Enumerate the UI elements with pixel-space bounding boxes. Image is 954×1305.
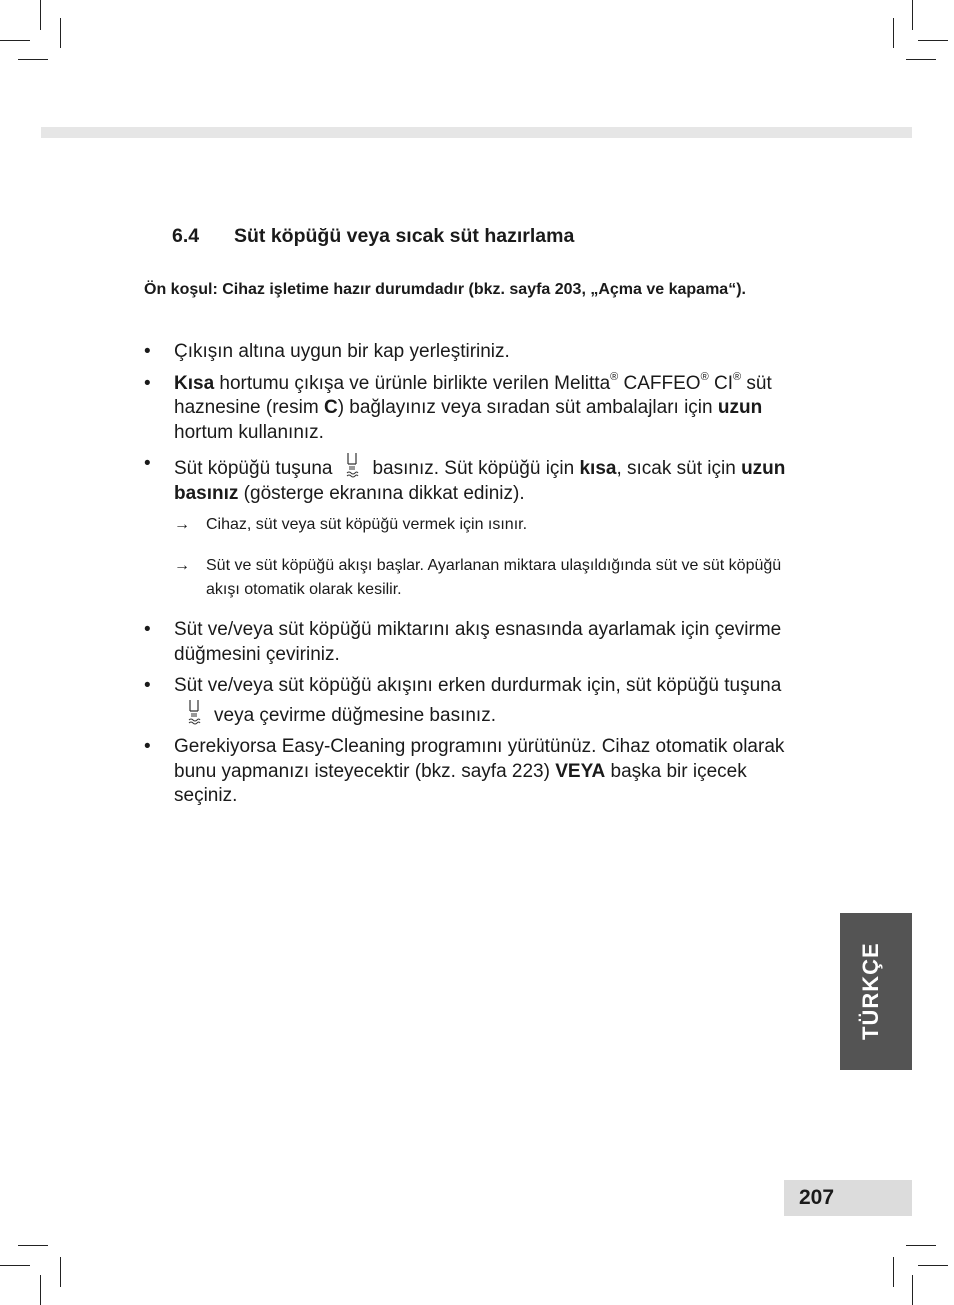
- emphasis: C: [323, 397, 338, 418]
- list-item-text: hortumu çıkışa ve ürünle birlikte verilen Melitta: [214, 372, 611, 394]
- list-item-text: , sıcak süt için: [616, 458, 742, 479]
- list-item-text: Süt köpüğü tuşuna: [174, 458, 333, 479]
- section-title: Süt köpüğü veya sıcak süt hazırlama: [234, 225, 575, 247]
- list-item-text: basınız. Süt köpüğü için: [372, 458, 580, 479]
- list-item: [144, 452, 814, 506]
- crop-mark: [906, 59, 936, 60]
- crop-mark: [912, 0, 913, 30]
- crop-mark: [18, 59, 48, 60]
- bullet-marker: •: [144, 675, 151, 696]
- registered-mark: ®: [610, 371, 619, 384]
- emphasis: uzun: [717, 397, 763, 418]
- milk-foam-icon: [186, 699, 202, 727]
- milk-foam-icon: [344, 452, 360, 480]
- list-item-text: (gösterge ekranına dikkat ediniz).: [238, 482, 525, 504]
- registered-mark: ®: [700, 371, 709, 384]
- list-item-text: Süt ve/veya süt köpüğü akışını erken durdurmak için, süt köpüğü tuşuna: [174, 675, 782, 696]
- list-item-text: Süt ve/veya süt köpüğü miktarını akış esnasında ayarlamak için çevirme düğmesini çeviriniz.: [174, 619, 782, 665]
- crop-mark: [0, 1265, 30, 1266]
- list-item: [144, 674, 814, 728]
- emphasis: uzun basınız: [174, 458, 786, 504]
- crop-mark: [893, 18, 894, 48]
- list-item: [144, 735, 814, 809]
- crop-mark: [912, 1275, 913, 1305]
- section-heading: [172, 225, 574, 248]
- crop-mark: [60, 1257, 61, 1287]
- crop-mark: [60, 18, 61, 48]
- bullet-marker: •: [144, 619, 151, 640]
- list-item-text: veya çevirme düğmesine basınız.: [214, 704, 496, 726]
- page-number: 207: [799, 1186, 835, 1209]
- list-item-text: başka bir içecek seçiniz.: [174, 760, 747, 806]
- crop-mark: [918, 1265, 948, 1266]
- emphasis: VEYA: [555, 760, 606, 782]
- crop-mark: [40, 0, 41, 30]
- list-item-text: ) bağlayınız veya sıradan süt ambalajları için: [337, 397, 718, 418]
- list-item-text: Çıkışın altına uygun bir kap yerleştiriniz.: [174, 341, 510, 362]
- list-item-text: CAFFEO: [618, 372, 701, 394]
- arrow-icon: →: [174, 557, 190, 574]
- list-item: [144, 618, 814, 667]
- emphasis: kısa: [579, 458, 617, 479]
- list-item: [144, 340, 814, 365]
- section-number: 6.4: [172, 225, 200, 247]
- list-item-text: CI: [708, 372, 733, 394]
- result-item: [144, 554, 814, 602]
- result-item: [144, 513, 814, 537]
- registered-mark: ®: [732, 371, 742, 384]
- result-text: Süt ve süt köpüğü akışı başlar. Ayarlanan miktara ulaşıldığında süt ve süt köpüğü akışı otomatik olarak kesilir.: [206, 557, 782, 598]
- header-bar: [41, 127, 912, 138]
- list-item-text: süt haznesine (resim: [174, 372, 772, 418]
- bullet-marker: •: [144, 341, 151, 362]
- crop-mark: [18, 1245, 48, 1246]
- crop-mark: [40, 1275, 41, 1305]
- prerequisite-note: Ön koşul: Cihaz işletime hazır durumdadır (bkz. sayfa 203, „Açma ve kapama“).: [144, 281, 746, 298]
- emphasis: Kısa: [174, 372, 215, 394]
- language-label: TÜRKÇE: [858, 942, 883, 1040]
- crop-mark: [906, 1245, 936, 1246]
- list-item-text: Gerekiyorsa Easy-Cleaning programını yürütünüz. Cihaz otomatik olarak bunu yapmanızı isteyecektir (bkz. sayfa 223): [174, 736, 785, 782]
- list-item: [144, 372, 814, 446]
- list-item-text: hortum kullanınız.: [174, 421, 324, 443]
- crop-mark: [0, 40, 30, 41]
- crop-mark: [918, 40, 948, 41]
- bullet-marker: •: [144, 372, 151, 394]
- instruction-list: [144, 340, 814, 816]
- result-text: Cihaz, süt veya süt köpüğü vermek için ısınır.: [206, 516, 528, 533]
- crop-mark: [893, 1257, 894, 1287]
- bullet-marker: •: [144, 736, 151, 757]
- bullet-marker: •: [144, 453, 151, 474]
- arrow-icon: →: [174, 516, 190, 533]
